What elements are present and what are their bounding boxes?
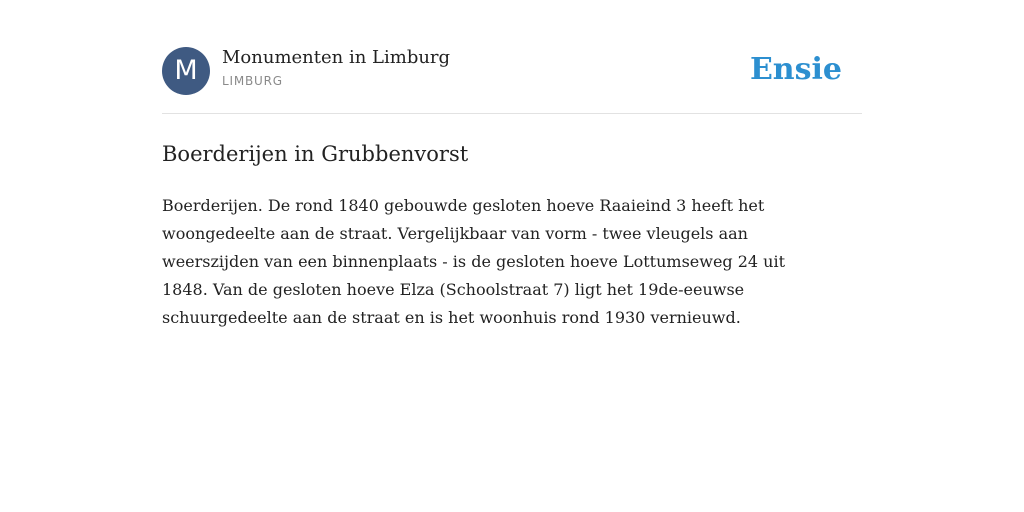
- brand-logo[interactable]: Ensie: [749, 52, 842, 87]
- page-container: [162, 46, 862, 332]
- site-subtitle-link[interactable]: LIMBURG: [222, 74, 283, 88]
- article-body: Boerderijen. De rond 1840 gebouwde gesloten hoeve Raaieind 3 heeft het woongedeelte aan de straat. Vergelijkbaar van vorm - twee vleugels aan weerszijden van een binnenplaats - is de gesloten hoeve Lottumseweg 24 uit 1848. Van de gesloten hoeve Elza (Schoolstraat 7) ligt het 19de-eeuwse schuurgedeelte aan de straat en is het woonhuis rond 1930 vernieuwd.: [162, 196, 786, 327]
- article-title: Boerderijen in Grubbenvorst: [162, 142, 469, 166]
- site-title-link[interactable]: Monumenten in Limburg: [222, 47, 451, 68]
- avatar[interactable]: M: [162, 47, 210, 95]
- page-header: [162, 46, 862, 114]
